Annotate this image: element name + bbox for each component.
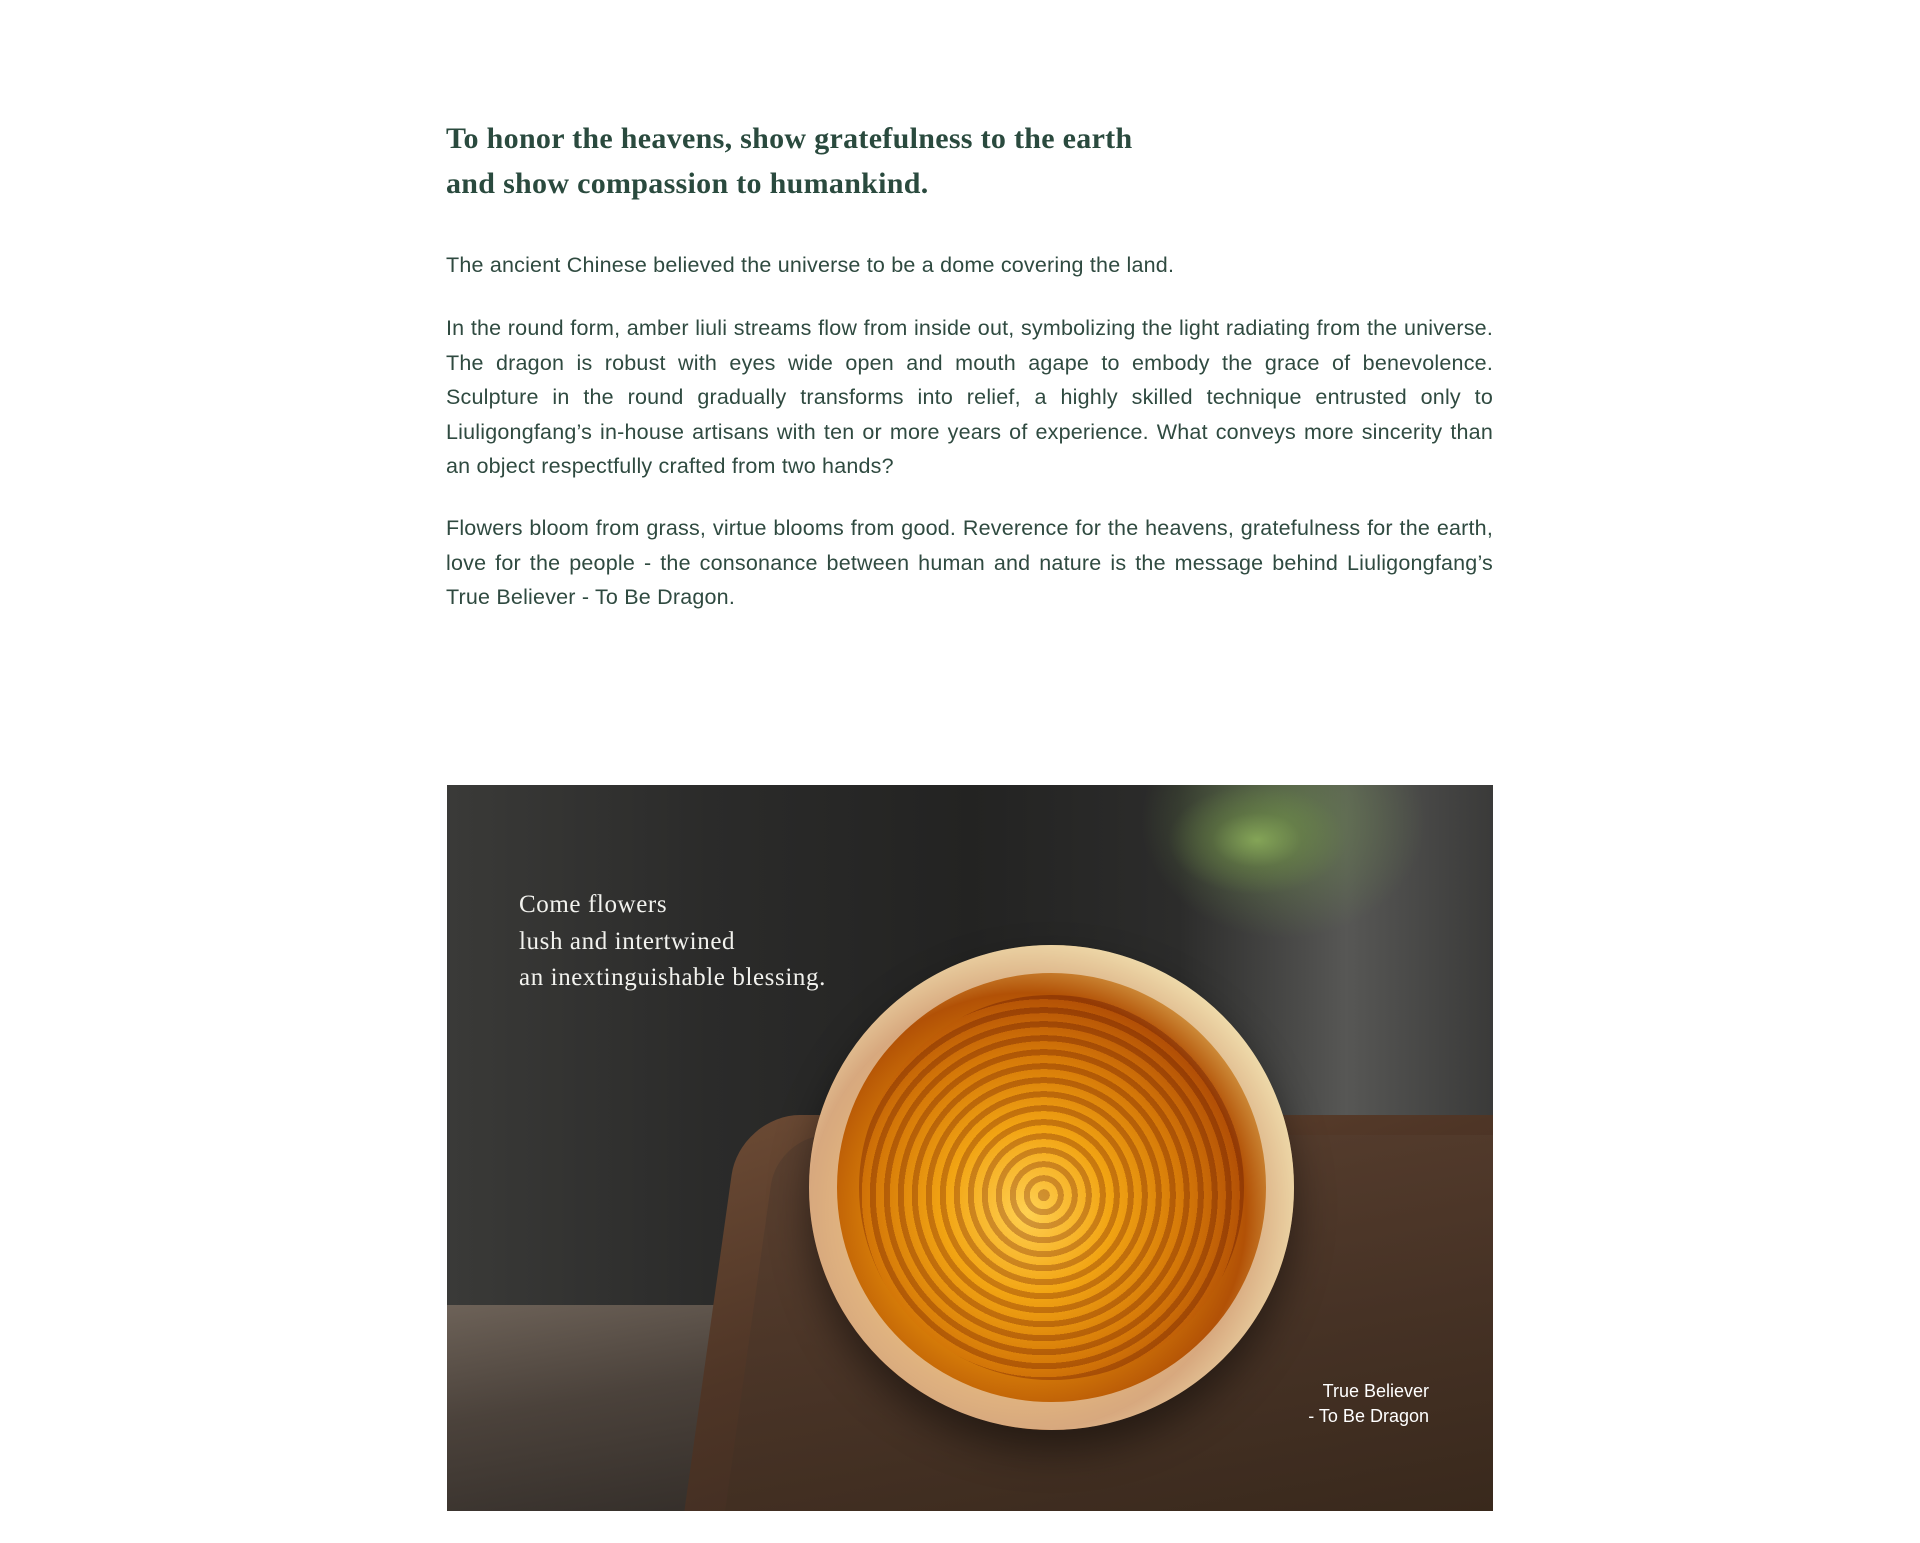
- body-paragraph: In the round form, amber liuli streams flow from inside out, symbolizing the light radiating from the universe. The dragon is robust with eyes wide open and mouth agape to embody the grace of benevolence. Sculpture in the round gradually transforms into relief, a highly skilled technique entrusted only to Liuligongfang’s in-house artisans with ten or more years of experience. What conveys more sincerity than an object respectfully crafted from two hands?: [446, 316, 1493, 479]
- crystal-rim: [809, 945, 1294, 1430]
- body-paragraph: Flowers bloom from grass, virtue blooms from good. Reverence for the heavens, gratefulness for the earth, love for the people - the consonance between human and nature is the message behind Liuligongfang’s True Believer - To Be Dragon.: [446, 516, 1493, 610]
- article-heading: [446, 116, 1346, 206]
- heading-line-2: and show compassion to humankind.: [446, 167, 929, 200]
- photo-poem: [519, 887, 826, 997]
- poem-line: Come flowers: [519, 891, 668, 918]
- intro-paragraph: The ancient Chinese believed the universe to be a dome covering the land.: [446, 253, 1175, 277]
- photo-caption: [1308, 1379, 1429, 1429]
- poem-line: lush and intertwined: [519, 927, 736, 955]
- heading-line-1: To honor the heavens, show gratefulness to the earth: [446, 122, 1133, 155]
- background-plant: [1167, 785, 1347, 895]
- caption-line: - To Be Dragon: [1308, 1406, 1429, 1426]
- caption-line: True Believer: [1322, 1381, 1429, 1401]
- poem-line: an inextinguishable blessing.: [519, 964, 826, 991]
- product-photo: [447, 785, 1493, 1511]
